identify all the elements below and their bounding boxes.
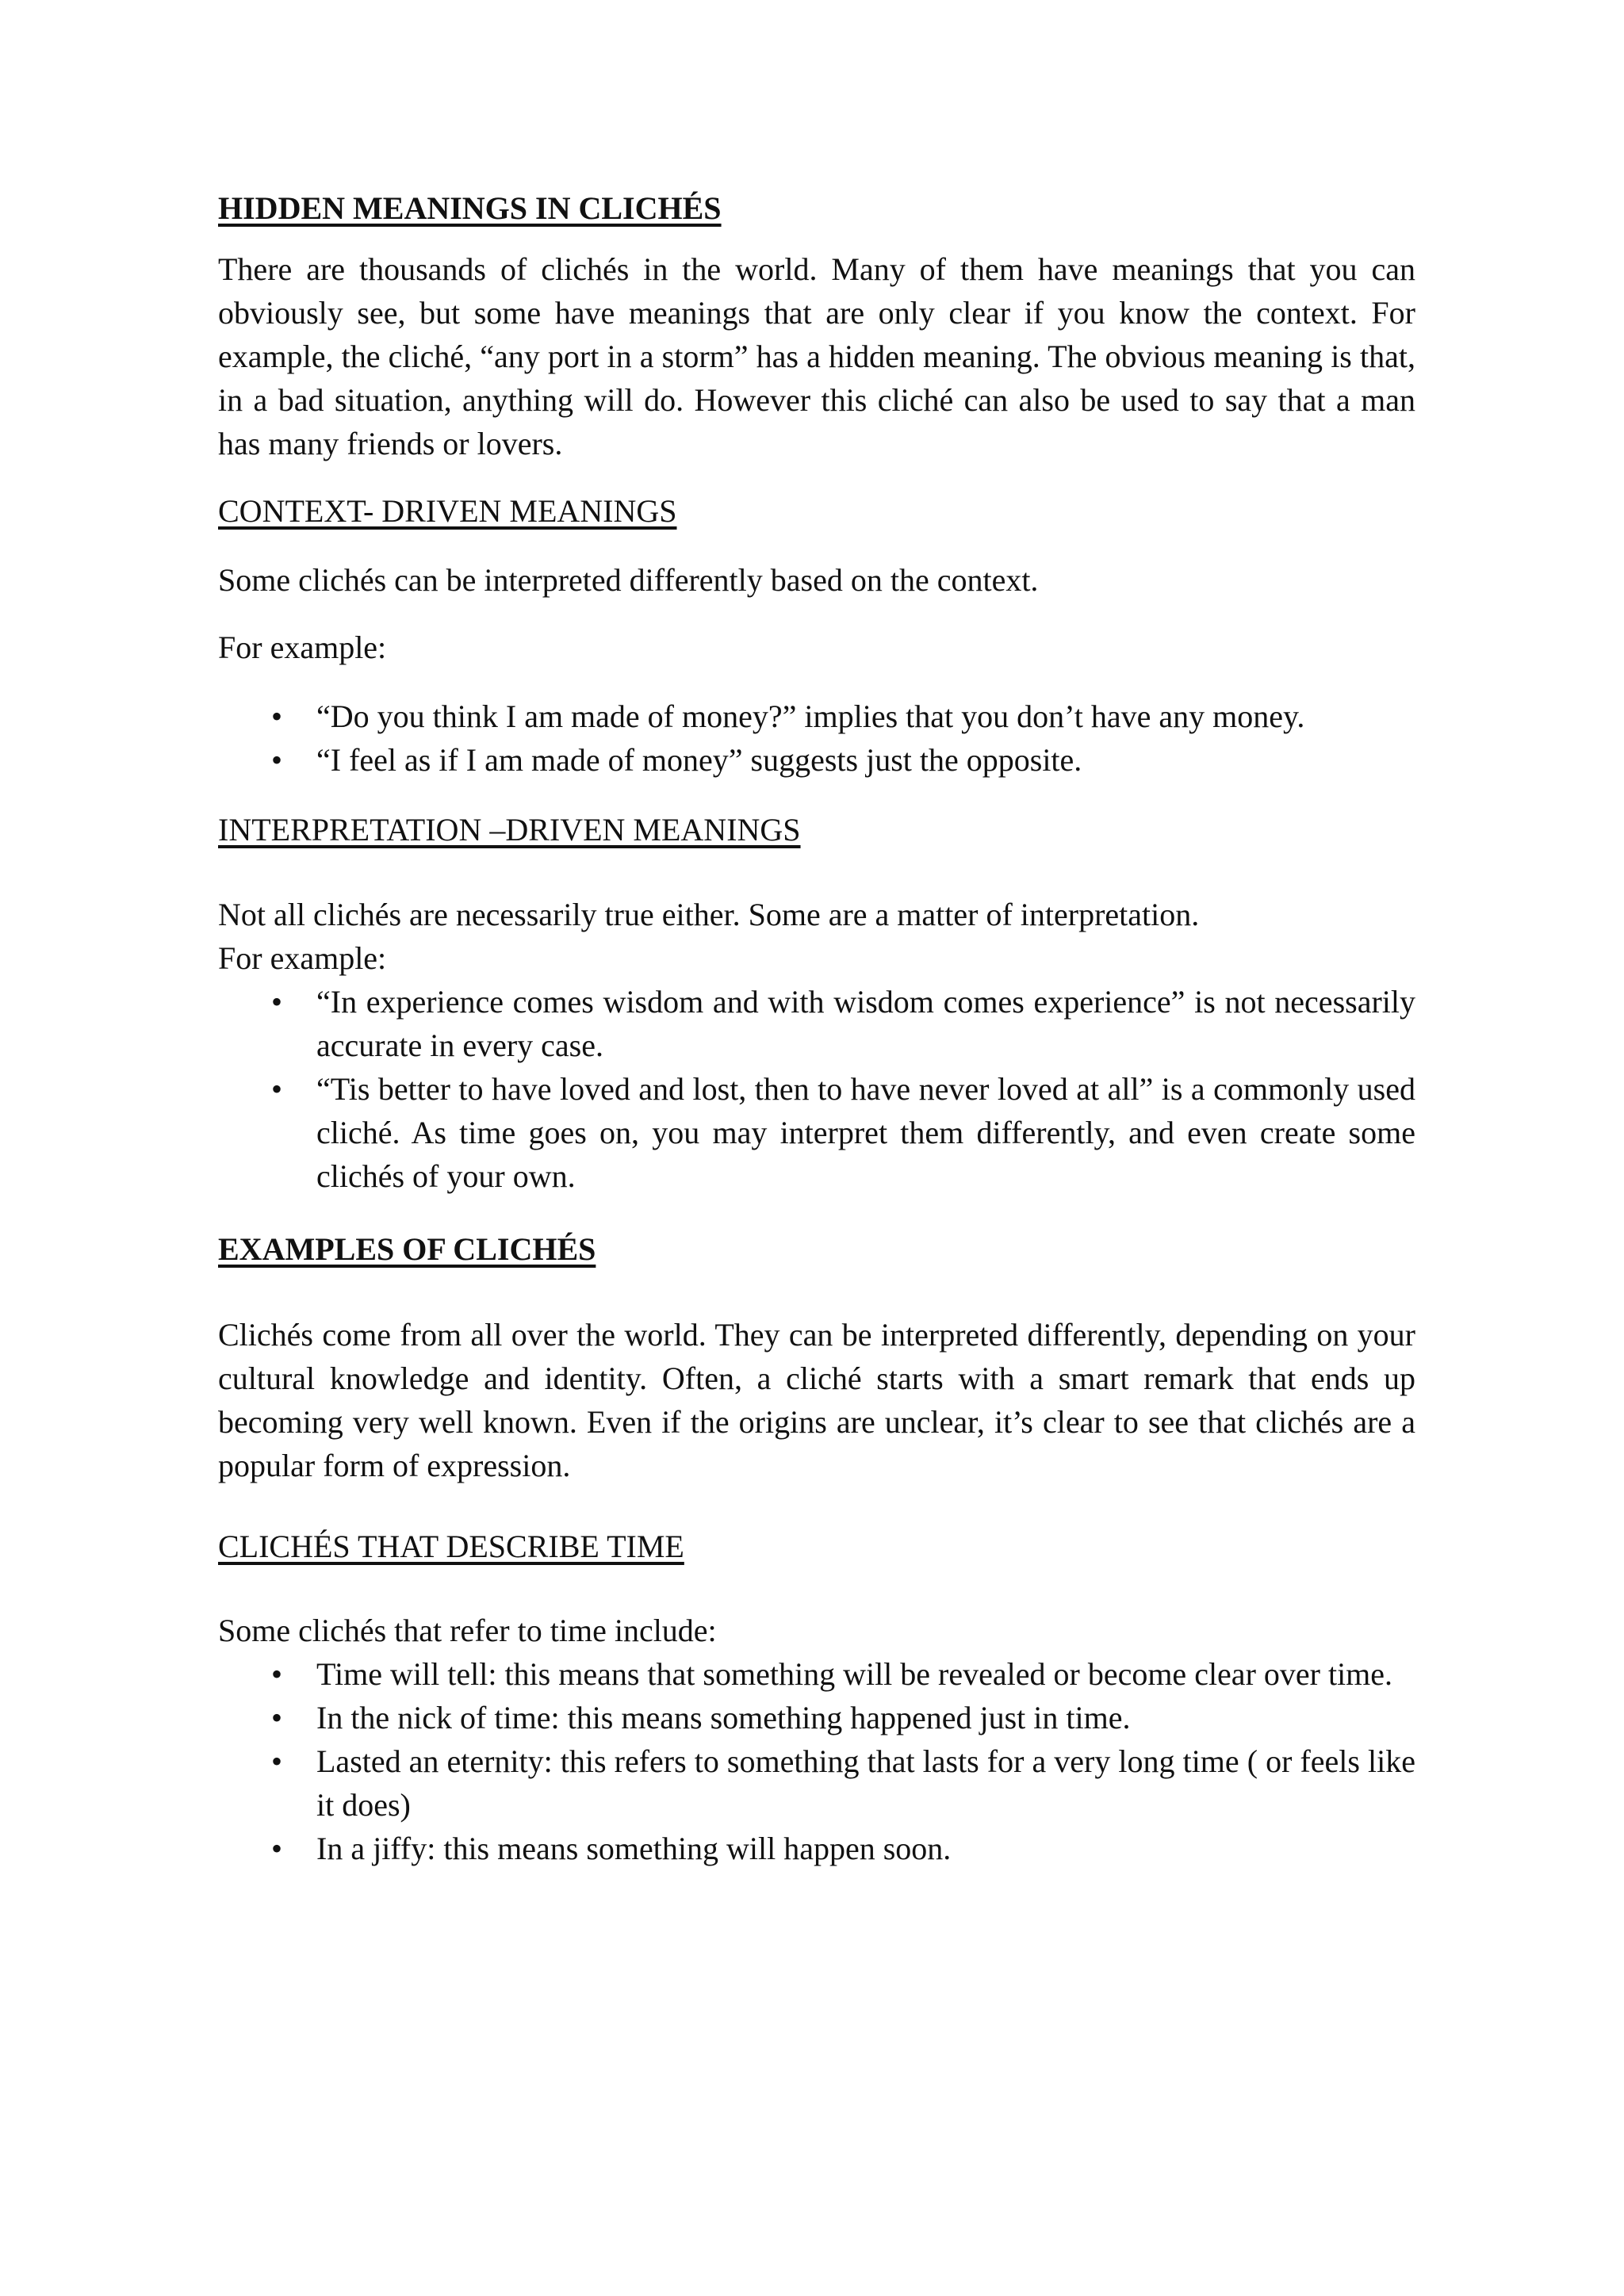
bullet-icon: •: [270, 1831, 282, 1866]
bullet-icon: •: [270, 1071, 282, 1107]
context-example-label: For example:: [218, 629, 387, 665]
bullet-icon: •: [270, 742, 282, 778]
list-item-text: “I feel as if I am made of money” suggests just the opposite.: [316, 742, 1082, 778]
list-item-text: “Do you think I am made of money?” implies that you don’t have any money.: [316, 698, 1305, 734]
list-item: [218, 1739, 1415, 1827]
heading-examples-of-cliches: EXAMPLES OF CLICHÉS: [218, 1231, 596, 1267]
list-item: [218, 1696, 1415, 1739]
context-intro: Some clichés can be interpreted differently based on the context.: [218, 562, 1039, 598]
list-item: [218, 1827, 1415, 1870]
heading-cliches-time: CLICHÉS THAT DESCRIBE TIME: [218, 1529, 684, 1564]
list-item-text: “Tis better to have loved and lost, then to have never loved at all” is a commonly used cliché. As time goes on, you may interpret them differently, and even create some clichés of your own.: [316, 1071, 1415, 1194]
interpretation-example-label: For example:: [218, 940, 387, 976]
list-item-text: Time will tell: this means that something will be revealed or become clear over time.: [316, 1656, 1393, 1692]
list-item-text: Lasted an eternity: this refers to something that lasts for a very long time ( or feels like it does): [316, 1743, 1415, 1823]
bullet-icon: •: [270, 984, 282, 1020]
list-item: [218, 1067, 1415, 1198]
bullet-icon: •: [270, 698, 282, 734]
context-bullet-list: [218, 695, 1415, 782]
time-bullet-list: [218, 1652, 1415, 1870]
bullet-icon: •: [270, 1700, 282, 1735]
paragraph-hidden-meanings: There are thousands of clichés in the world. Many of them have meanings that you can obviously see, but some have meanings that are only clear if you know the context. For example, the cliché, “any port in a storm” has a hidden meaning. The obvious meaning is that, in a bad situation, anything will do. However this cliché can also be used to say that a man has many friends or lovers.: [218, 251, 1415, 461]
list-item-text: In a jiffy: this means something will happen soon.: [316, 1831, 952, 1866]
interpretation-bullet-list: [218, 980, 1415, 1198]
heading-hidden-meanings: HIDDEN MEANINGS IN CLICHÉS: [218, 190, 722, 226]
list-item-text: In the nick of time: this means something happened just in time.: [316, 1700, 1131, 1735]
bullet-icon: •: [270, 1656, 282, 1692]
time-intro: Some clichés that refer to time include:: [218, 1613, 717, 1648]
interpretation-intro: Not all clichés are necessarily true either. Some are a matter of interpretation.: [218, 897, 1200, 932]
list-item-text: “In experience comes wisdom and with wisdom comes experience” is not necessarily accurate in every case.: [316, 984, 1415, 1063]
paragraph-examples-of-cliches: Clichés come from all over the world. They can be interpreted differently, depending on your cultural knowledge and identity. Often, a cliché starts with a smart remark that ends up becoming very well known. Even if the origins are unclear, it’s clear to see that clichés are a popular form of expression.: [218, 1317, 1415, 1483]
heading-interpretation-driven: INTERPRETATION –DRIVEN MEANINGS: [218, 812, 801, 848]
list-item: [218, 980, 1415, 1067]
list-item: [218, 695, 1415, 738]
list-item: [218, 738, 1415, 782]
document-page: [218, 186, 1415, 1870]
list-item: [218, 1652, 1415, 1696]
bullet-icon: •: [270, 1743, 282, 1779]
heading-context-driven: CONTEXT- DRIVEN MEANINGS: [218, 493, 677, 529]
